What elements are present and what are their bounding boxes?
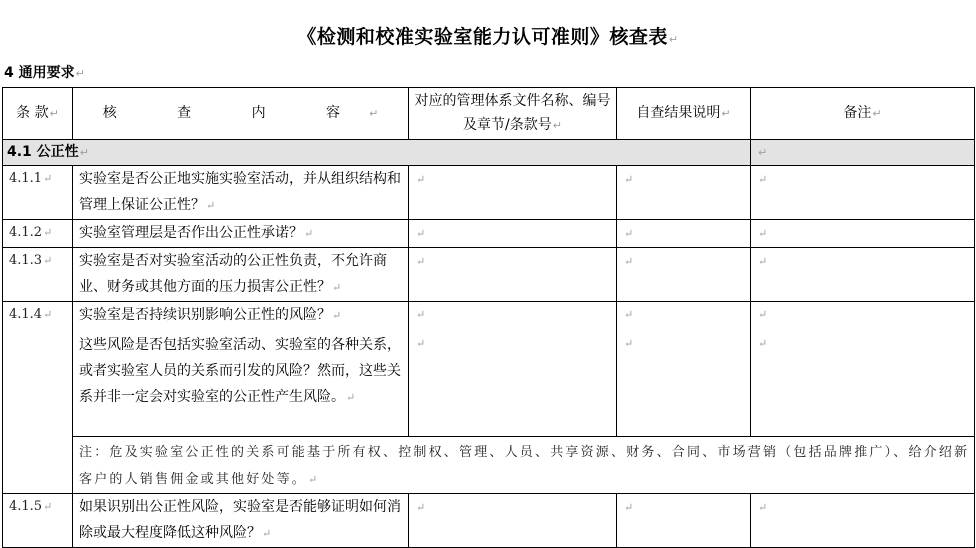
clause-cell: 4.1.4↵ xyxy=(3,302,73,494)
table-row xyxy=(3,220,975,248)
question-cell xyxy=(73,302,409,437)
table-header-row xyxy=(3,88,975,140)
checklist-table xyxy=(2,87,975,548)
result-cell[interactable]: ↵ ↵ xyxy=(617,302,751,437)
subsection-row xyxy=(3,140,975,166)
question-cell: 如果识别出公正性风险，实验室是否能够证明如何消除或最大程度降低这种风险？↵ xyxy=(73,494,409,548)
table-row xyxy=(3,248,975,302)
result-cell[interactable]: ↵ xyxy=(617,494,751,548)
remark-cell[interactable]: ↵ ↵ xyxy=(751,302,975,437)
clause-cell: 4.1.1↵ xyxy=(3,166,73,220)
header-remark: 备注↵ xyxy=(751,88,975,140)
result-cell[interactable]: ↵ xyxy=(617,220,751,248)
question-line-2: 这些风险是否包括实验室活动、实验室的各种关系，或者实验室人员的关系而引发的风险？然而，这些关系并非一定会对实验室的公正性产生风险。↵ xyxy=(79,337,401,405)
subsection-label: 4.1 公正性↵ xyxy=(3,140,751,166)
question-cell: 实验室是否对实验室活动的公正性负责，不允许商业、财务或其他方面的压力损害公正性？↵ xyxy=(73,248,409,302)
docs-cell[interactable]: ↵ xyxy=(409,248,617,302)
header-docs: 对应的管理体系文件名称、编号及章节/条款号↵ xyxy=(409,88,617,140)
remark-cell[interactable]: ↵ xyxy=(751,248,975,302)
result-cell[interactable]: ↵ xyxy=(617,166,751,220)
result-cell[interactable]: ↵ xyxy=(617,248,751,302)
question-line-1: 实验室是否持续识别影响公正性的风险？↵ xyxy=(79,307,342,323)
docs-cell[interactable]: ↵ xyxy=(409,166,617,220)
document-title: 《检测和校准实验室能力认可准则》核查表↵ xyxy=(297,26,679,48)
remark-cell[interactable]: ↵ xyxy=(751,494,975,548)
table-row xyxy=(3,166,975,220)
clause-cell: 4.1.5↵ xyxy=(3,494,73,548)
clause-cell: 4.1.3↵ xyxy=(3,248,73,302)
note-row xyxy=(3,437,975,494)
docs-cell[interactable]: ↵ xyxy=(409,220,617,248)
table-row xyxy=(3,494,975,548)
section-heading: 4 通用要求↵ xyxy=(4,65,85,81)
docs-cell[interactable]: ↵ ↵ xyxy=(409,302,617,437)
question-cell: 实验室管理层是否作出公正性承诺？↵ xyxy=(73,220,409,248)
remark-cell[interactable]: ↵ xyxy=(751,166,975,220)
header-content: 核 查 内 容↵ xyxy=(73,88,409,140)
header-result: 自查结果说明↵ xyxy=(617,88,751,140)
header-clause: 条 款↵ xyxy=(3,88,73,140)
table-row xyxy=(3,302,975,437)
clause-cell: 4.1.2↵ xyxy=(3,220,73,248)
note-cell: 注：危及实验室公正性的关系可能基于所有权、控制权、管理、人员、共享资源、财务、合同、市场营销（包括品牌推广）、给介绍新客户的人销售佣金或其他好处等。↵ xyxy=(73,437,975,494)
question-cell: 实验室是否公正地实施实验室活动，并从组织结构和管理上保证公正性？↵ xyxy=(73,166,409,220)
docs-cell[interactable]: ↵ xyxy=(409,494,617,548)
subsection-remark[interactable]: ↵ xyxy=(751,140,975,166)
remark-cell[interactable]: ↵ xyxy=(751,220,975,248)
